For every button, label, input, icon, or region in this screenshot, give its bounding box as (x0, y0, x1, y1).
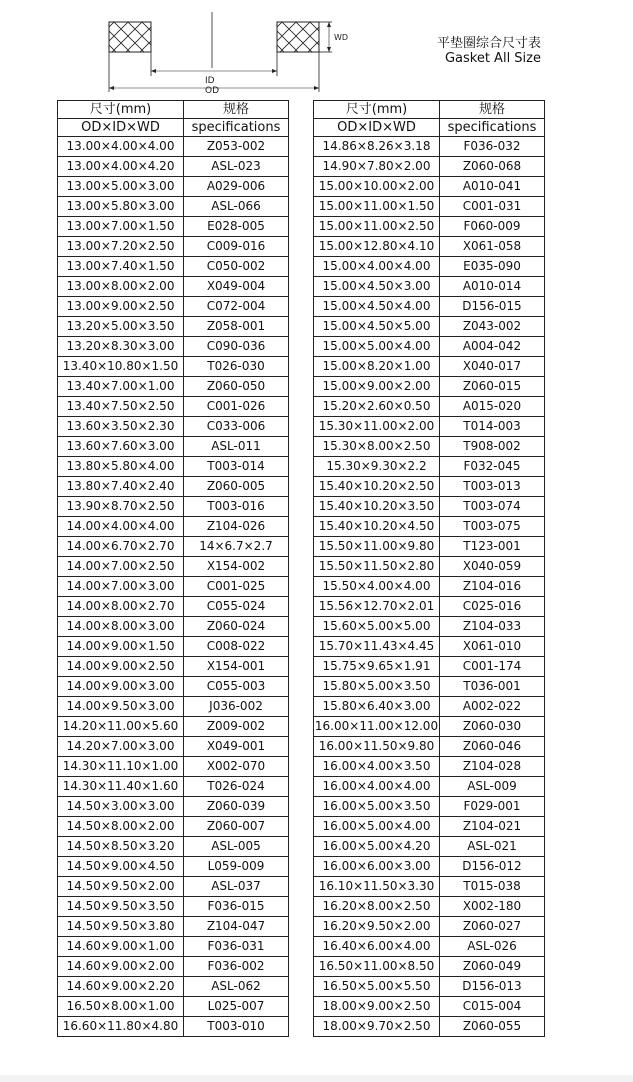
table-row (58, 517, 289, 537)
size-cell: 14.00×4.00×4.00 (58, 517, 184, 537)
size-cell: 13.00×7.00×1.50 (58, 217, 184, 237)
spec-subheader: specifications (440, 119, 545, 137)
table-row (314, 317, 545, 337)
table-row (314, 417, 545, 437)
spec-cell: Z060-024 (184, 617, 289, 637)
size-cell: 13.00×5.00×3.00 (58, 177, 184, 197)
spec-cell: D156-012 (440, 857, 545, 877)
table-row (58, 537, 289, 557)
spec-cell: C025-016 (440, 597, 545, 617)
table-row (314, 937, 545, 957)
table-row (314, 237, 545, 257)
spec-cell: D156-013 (440, 977, 545, 997)
spec-cell: Z060-007 (184, 817, 289, 837)
spec-cell: C001-174 (440, 657, 545, 677)
table-row (58, 377, 289, 397)
table-row (58, 877, 289, 897)
size-cell: 16.60×11.80×4.80 (58, 1017, 184, 1037)
size-cell: 15.20×2.60×0.50 (314, 397, 440, 417)
table-row (58, 757, 289, 777)
spec-cell: Z058-001 (184, 317, 289, 337)
size-cell: 13.20×5.00×3.50 (58, 317, 184, 337)
table-row (58, 317, 289, 337)
size-cell: 15.00×8.20×1.00 (314, 357, 440, 377)
spec-cell: X061-010 (440, 637, 545, 657)
table-header-row (58, 101, 289, 119)
id-label: ID (205, 76, 215, 86)
size-cell: 14.00×9.00×2.50 (58, 657, 184, 677)
table-row (314, 717, 545, 737)
table-row (314, 157, 545, 177)
table-row (314, 657, 545, 677)
size-cell: 15.80×5.00×3.50 (314, 677, 440, 697)
size-cell: 16.00×4.00×3.50 (314, 757, 440, 777)
size-cell: 13.00×4.00×4.00 (58, 137, 184, 157)
spec-cell: C009-016 (184, 237, 289, 257)
gasket-right-section (277, 22, 319, 52)
od-label: OD (205, 86, 220, 96)
size-header: 尺寸(mm) (314, 101, 440, 119)
table-row (314, 737, 545, 757)
gasket-cross-section-diagram (100, 8, 360, 96)
spec-cell: T026-024 (184, 777, 289, 797)
size-cell: 16.50×8.00×1.00 (58, 997, 184, 1017)
table-row (314, 777, 545, 797)
size-cell: 16.50×11.00×8.50 (314, 957, 440, 977)
spec-cell: T908-002 (440, 437, 545, 457)
spec-cell: C055-024 (184, 597, 289, 617)
table-subheader-row (58, 119, 289, 137)
spec-cell: Z053-002 (184, 137, 289, 157)
table-row (58, 697, 289, 717)
spec-cell: ASL-011 (184, 437, 289, 457)
spec-cell: Z060-055 (440, 1017, 545, 1037)
table-row (58, 297, 289, 317)
size-cell: 14.50×3.00×3.00 (58, 797, 184, 817)
spec-cell: Z104-033 (440, 617, 545, 637)
table-row (314, 637, 545, 657)
spec-cell: C008-022 (184, 637, 289, 657)
table-row (314, 997, 545, 1017)
table-row (58, 557, 289, 577)
table-row (58, 737, 289, 757)
table-row (58, 857, 289, 877)
table-row (314, 517, 545, 537)
spec-cell: C072-004 (184, 297, 289, 317)
size-cell: 15.56×12.70×2.01 (314, 597, 440, 617)
spec-cell: Z060-030 (440, 717, 545, 737)
spec-cell: Z060-049 (440, 957, 545, 977)
size-cell: 16.10×11.50×3.30 (314, 877, 440, 897)
table-row (58, 637, 289, 657)
size-cell: 15.75×9.65×1.91 (314, 657, 440, 677)
spec-cell: T123-001 (440, 537, 545, 557)
title-chinese: 平垫圈综合尺寸表 (436, 36, 541, 51)
spec-cell: X040-059 (440, 557, 545, 577)
spec-cell: Z009-002 (184, 717, 289, 737)
table-row (58, 257, 289, 277)
table-row (58, 617, 289, 637)
spec-cell: C050-002 (184, 257, 289, 277)
spec-cell: T003-010 (184, 1017, 289, 1037)
size-cell: 15.30×9.30×2.2 (314, 457, 440, 477)
table-subheader-row (314, 119, 545, 137)
spec-subheader: specifications (184, 119, 289, 137)
table-row (314, 397, 545, 417)
size-cell: 15.60×5.00×5.00 (314, 617, 440, 637)
table-row (58, 577, 289, 597)
table-row (314, 797, 545, 817)
size-cell: 15.40×10.20×4.50 (314, 517, 440, 537)
gasket-left-section (109, 22, 151, 52)
size-cell: 16.50×5.00×5.50 (314, 977, 440, 997)
size-cell: 16.20×8.00×2.50 (314, 897, 440, 917)
spec-cell: ASL-037 (184, 877, 289, 897)
spec-cell: A004-042 (440, 337, 545, 357)
table-row (314, 457, 545, 477)
spec-cell: T036-001 (440, 677, 545, 697)
table-row (58, 997, 289, 1017)
table-row (58, 597, 289, 617)
size-cell: 16.00×11.50×9.80 (314, 737, 440, 757)
size-cell: 14.60×9.00×2.00 (58, 957, 184, 977)
table-row (314, 197, 545, 217)
size-cell: 14.50×9.50×2.00 (58, 877, 184, 897)
spec-cell: J036-002 (184, 697, 289, 717)
table-row (314, 577, 545, 597)
wd-label: WD (334, 33, 349, 42)
spec-cell: ASL-066 (184, 197, 289, 217)
table-row (58, 657, 289, 677)
size-cell: 14.00×8.00×2.70 (58, 597, 184, 617)
spec-cell: X154-001 (184, 657, 289, 677)
table-row (314, 497, 545, 517)
size-cell: 13.20×8.30×3.00 (58, 337, 184, 357)
size-cell: 13.00×8.00×2.00 (58, 277, 184, 297)
spec-cell: Z060-015 (440, 377, 545, 397)
size-cell: 14.60×9.00×1.00 (58, 937, 184, 957)
size-cell: 13.80×5.80×4.00 (58, 457, 184, 477)
table-row (58, 957, 289, 977)
table-row (314, 957, 545, 977)
table-row (58, 977, 289, 997)
size-cell: 15.40×10.20×2.50 (314, 477, 440, 497)
spec-cell: X061-058 (440, 237, 545, 257)
table-row (58, 797, 289, 817)
size-cell: 14.50×9.00×4.50 (58, 857, 184, 877)
spec-cell: C055-003 (184, 677, 289, 697)
spec-cell: F036-015 (184, 897, 289, 917)
spec-cell: Z060-046 (440, 737, 545, 757)
size-cell: 16.40×6.00×4.00 (314, 937, 440, 957)
table-row (314, 977, 545, 997)
size-cell: 15.00×9.00×2.00 (314, 377, 440, 397)
table-row (314, 617, 545, 637)
table-row (58, 1017, 289, 1037)
size-cell: 14.20×7.00×3.00 (58, 737, 184, 757)
spec-cell: T015-038 (440, 877, 545, 897)
size-cell: 14.30×11.10×1.00 (58, 757, 184, 777)
size-cell: 16.00×4.00×4.00 (314, 777, 440, 797)
size-cell: 16.00×11.00×12.00 (314, 717, 440, 737)
size-cell: 13.40×10.80×1.50 (58, 357, 184, 377)
spec-cell: X049-001 (184, 737, 289, 757)
spec-cell: T014-003 (440, 417, 545, 437)
size-cell: 13.40×7.50×2.50 (58, 397, 184, 417)
table-row (314, 217, 545, 237)
spec-cell: C001-025 (184, 577, 289, 597)
spec-cell: F036-032 (440, 137, 545, 157)
table-row (314, 897, 545, 917)
table-row (314, 357, 545, 377)
size-cell: 13.00×9.00×2.50 (58, 297, 184, 317)
table-row (58, 477, 289, 497)
spec-cell: Z060-039 (184, 797, 289, 817)
spec-cell: C001-026 (184, 397, 289, 417)
spec-cell: 14×6.7×2.7 (184, 537, 289, 557)
table-row (58, 157, 289, 177)
size-cell: 15.00×5.00×4.00 (314, 337, 440, 357)
table-row (314, 877, 545, 897)
size-cell: 13.40×7.00×1.00 (58, 377, 184, 397)
table-row (314, 137, 545, 157)
size-cell: 14.50×9.50×3.50 (58, 897, 184, 917)
table-row (314, 277, 545, 297)
table-row (314, 297, 545, 317)
spec-cell: Z060-027 (440, 917, 545, 937)
size-cell: 15.00×4.50×3.00 (314, 277, 440, 297)
spec-cell: L059-009 (184, 857, 289, 877)
spec-cell: Z104-016 (440, 577, 545, 597)
table-row (314, 857, 545, 877)
spec-cell: ASL-062 (184, 977, 289, 997)
size-cell: 15.80×6.40×3.00 (314, 697, 440, 717)
spec-cell: D156-015 (440, 297, 545, 317)
size-cell: 13.00×7.20×2.50 (58, 237, 184, 257)
spec-cell: E035-090 (440, 257, 545, 277)
table-row (314, 437, 545, 457)
size-cell: 14.86×8.26×3.18 (314, 137, 440, 157)
table-row (314, 597, 545, 617)
table-row (58, 197, 289, 217)
size-subheader: OD×ID×WD (314, 119, 440, 137)
spec-cell: Z043-002 (440, 317, 545, 337)
spec-cell: F060-009 (440, 217, 545, 237)
table-header-row (314, 101, 545, 119)
size-cell: 16.00×5.00×4.20 (314, 837, 440, 857)
size-cell: 14.50×8.50×3.20 (58, 837, 184, 857)
spec-cell: E028-005 (184, 217, 289, 237)
size-cell: 14.00×6.70×2.70 (58, 537, 184, 557)
size-cell: 14.00×7.00×2.50 (58, 557, 184, 577)
table-row (314, 837, 545, 857)
spec-cell: Z060-050 (184, 377, 289, 397)
table-row (314, 757, 545, 777)
spec-cell: X002-070 (184, 757, 289, 777)
spec-cell: T003-013 (440, 477, 545, 497)
spec-header: 规格 (440, 101, 545, 119)
spec-cell: A010-041 (440, 177, 545, 197)
table-row (58, 817, 289, 837)
table-row (58, 677, 289, 697)
spec-cell: T003-016 (184, 497, 289, 517)
size-cell: 14.00×9.50×3.00 (58, 697, 184, 717)
size-cell: 15.70×11.43×4.45 (314, 637, 440, 657)
table-row (58, 137, 289, 157)
size-cell: 13.00×4.00×4.20 (58, 157, 184, 177)
title-english: Gasket All Size (444, 51, 541, 66)
size-cell: 16.20×9.50×2.00 (314, 917, 440, 937)
size-cell: 15.50×4.00×4.00 (314, 577, 440, 597)
spec-cell: F036-002 (184, 957, 289, 977)
table-row (58, 277, 289, 297)
spec-cell: F032-045 (440, 457, 545, 477)
table-row (58, 397, 289, 417)
spec-cell: T026-030 (184, 357, 289, 377)
size-cell: 15.00×11.00×2.50 (314, 217, 440, 237)
size-cell: 15.40×10.20×3.50 (314, 497, 440, 517)
spec-cell: T003-014 (184, 457, 289, 477)
size-cell: 16.00×5.00×4.00 (314, 817, 440, 837)
size-cell: 13.00×5.80×3.00 (58, 197, 184, 217)
table-row (314, 477, 545, 497)
size-cell: 15.30×11.00×2.00 (314, 417, 440, 437)
spec-cell: Z104-026 (184, 517, 289, 537)
table-row (58, 917, 289, 937)
size-cell: 14.20×11.00×5.60 (58, 717, 184, 737)
spec-cell: F036-031 (184, 937, 289, 957)
size-header: 尺寸(mm) (58, 101, 184, 119)
table-row (58, 777, 289, 797)
size-cell: 14.00×8.00×3.00 (58, 617, 184, 637)
table-row (314, 917, 545, 937)
size-cell: 16.00×6.00×3.00 (314, 857, 440, 877)
spec-cell: A002-022 (440, 697, 545, 717)
spec-cell: ASL-026 (440, 937, 545, 957)
spec-cell: C015-004 (440, 997, 545, 1017)
table-row (314, 677, 545, 697)
table-row (314, 557, 545, 577)
spec-cell: A015-020 (440, 397, 545, 417)
table-row (314, 377, 545, 397)
size-cell: 15.00×4.50×5.00 (314, 317, 440, 337)
size-cell: 15.00×10.00×2.00 (314, 177, 440, 197)
table-row (314, 337, 545, 357)
size-cell: 18.00×9.70×2.50 (314, 1017, 440, 1037)
spec-cell: Z104-028 (440, 757, 545, 777)
spec-cell: Z104-021 (440, 817, 545, 837)
size-cell: 15.00×4.50×4.00 (314, 297, 440, 317)
size-cell: 15.30×8.00×2.50 (314, 437, 440, 457)
size-cell: 14.00×7.00×3.00 (58, 577, 184, 597)
size-cell: 15.00×4.00×4.00 (314, 257, 440, 277)
bottom-edge (0, 1075, 633, 1082)
spec-cell: Z104-047 (184, 917, 289, 937)
size-cell: 15.00×12.80×4.10 (314, 237, 440, 257)
table-row (58, 437, 289, 457)
spec-cell: C001-031 (440, 197, 545, 217)
table-row (58, 337, 289, 357)
table-row (314, 817, 545, 837)
size-cell: 14.50×8.00×2.00 (58, 817, 184, 837)
spec-cell: Z060-005 (184, 477, 289, 497)
spec-cell: Z060-068 (440, 157, 545, 177)
spec-cell: F029-001 (440, 797, 545, 817)
spec-cell: T003-074 (440, 497, 545, 517)
size-cell: 14.30×11.40×1.60 (58, 777, 184, 797)
spec-cell: A029-006 (184, 177, 289, 197)
spec-cell: ASL-023 (184, 157, 289, 177)
table-row (58, 237, 289, 257)
table-row (58, 897, 289, 917)
table-row (314, 257, 545, 277)
table-row (58, 217, 289, 237)
spec-cell: C090-036 (184, 337, 289, 357)
table-row (58, 937, 289, 957)
size-cell: 13.80×7.40×2.40 (58, 477, 184, 497)
spec-cell: X040-017 (440, 357, 545, 377)
spec-cell: T003-075 (440, 517, 545, 537)
size-cell: 15.00×11.00×1.50 (314, 197, 440, 217)
table-row (314, 1017, 545, 1037)
size-cell: 14.60×9.00×2.20 (58, 977, 184, 997)
size-table-right (313, 100, 545, 1037)
spec-cell: X154-002 (184, 557, 289, 577)
spec-cell: C033-006 (184, 417, 289, 437)
size-cell: 13.90×8.70×2.50 (58, 497, 184, 517)
size-cell: 15.50×11.50×2.80 (314, 557, 440, 577)
table-row (58, 457, 289, 477)
table-row (58, 497, 289, 517)
table-row (58, 837, 289, 857)
size-cell: 14.00×9.00×1.50 (58, 637, 184, 657)
spec-header: 规格 (184, 101, 289, 119)
size-cell: 15.50×11.00×9.80 (314, 537, 440, 557)
size-cell: 16.00×5.00×3.50 (314, 797, 440, 817)
size-subheader: OD×ID×WD (58, 119, 184, 137)
size-cell: 14.90×7.80×2.00 (314, 157, 440, 177)
table-row (58, 357, 289, 377)
size-cell: 13.60×7.60×3.00 (58, 437, 184, 457)
size-cell: 18.00×9.00×2.50 (314, 997, 440, 1017)
spec-cell: ASL-009 (440, 777, 545, 797)
spec-cell: A010-014 (440, 277, 545, 297)
spec-cell: X002-180 (440, 897, 545, 917)
table-row (58, 717, 289, 737)
spec-cell: ASL-005 (184, 837, 289, 857)
spec-cell: ASL-021 (440, 837, 545, 857)
size-cell: 14.00×9.00×3.00 (58, 677, 184, 697)
table-row (58, 177, 289, 197)
table-row (58, 417, 289, 437)
spec-cell: L025-007 (184, 997, 289, 1017)
spec-cell: X049-004 (184, 277, 289, 297)
table-row (314, 537, 545, 557)
table-row (314, 177, 545, 197)
size-cell: 13.00×7.40×1.50 (58, 257, 184, 277)
table-row (314, 697, 545, 717)
size-cell: 13.60×3.50×2.30 (58, 417, 184, 437)
size-cell: 14.50×9.50×3.80 (58, 917, 184, 937)
size-table-left (57, 100, 289, 1037)
